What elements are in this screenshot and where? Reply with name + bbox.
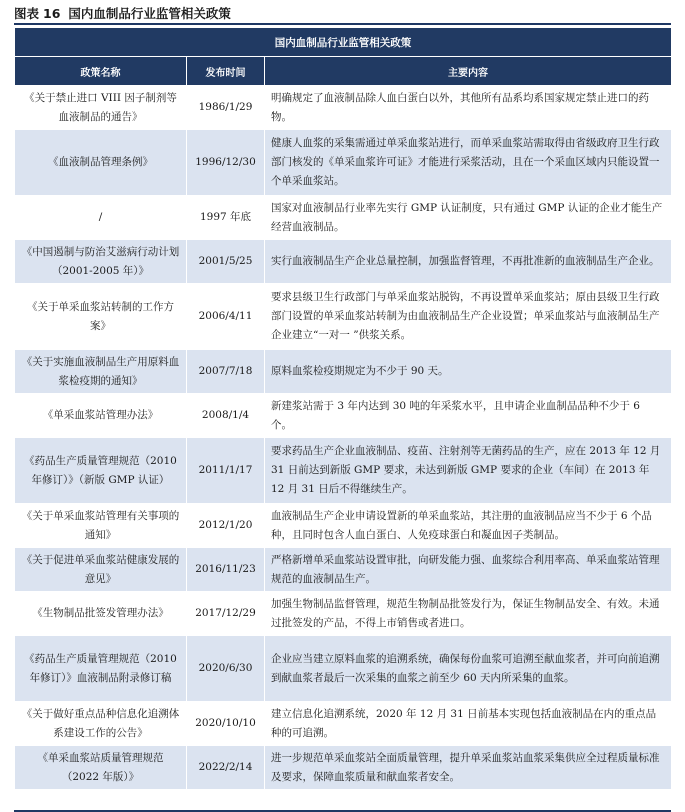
policy-name-cell: 《药品生产质量管理规范（2010 年修订）》血液制品附录修订稿 bbox=[15, 636, 187, 702]
table-row bbox=[15, 196, 672, 240]
release-time-cell: 2017/12/29 bbox=[187, 592, 265, 636]
release-time-cell: 2011/1/17 bbox=[187, 438, 265, 504]
main-content-cell: 严格新增单采血浆站设置审批，向研发能力强、血浆综合利用率高、单采血浆站管理规范的血液制品生产。 bbox=[265, 548, 672, 592]
main-content-cell: 国家对血液制品行业率先实行 GMP 认证制度，只有通过 GMP 认证的企业才能生产经营血液制品。 bbox=[265, 196, 672, 240]
policy-name-cell: 《单采血浆站质量管理规范（2022 年版）》 bbox=[15, 746, 187, 790]
table-row bbox=[15, 438, 672, 504]
table-row bbox=[15, 130, 672, 196]
policy-name-cell: 《关于实施血液制品生产用原料血浆检疫期的通知》 bbox=[15, 350, 187, 394]
release-time-cell: 2020/6/30 bbox=[187, 636, 265, 702]
policy-name-cell: 《关于做好重点品种信息化追溯体系建设工作的公告》 bbox=[15, 702, 187, 746]
release-time-cell: 1996/12/30 bbox=[187, 130, 265, 196]
caption-number: 16 bbox=[43, 6, 61, 21]
policy-name-cell: / bbox=[15, 196, 187, 240]
table-row bbox=[15, 394, 672, 438]
header-policy-name: 政策名称 bbox=[15, 57, 187, 86]
release-time-cell: 2020/10/10 bbox=[187, 702, 265, 746]
header-main-content: 主要内容 bbox=[265, 57, 672, 86]
main-content-cell: 建立信息化追溯系统，2020 年 12 月 31 日前基本实现包括血液制品在内的重点品种的可追溯。 bbox=[265, 702, 672, 746]
header-release-time: 发布时间 bbox=[187, 57, 265, 86]
table-row bbox=[15, 504, 672, 548]
caption-label: 图表 bbox=[14, 6, 40, 21]
policy-name-cell: 《生物制品批签发管理办法》 bbox=[15, 592, 187, 636]
main-content-cell: 加强生物制品监督管理，规范生物制品批签发行为，保证生物制品安全、有效。未通过批签发的产品，不得上市销售或者进口。 bbox=[265, 592, 672, 636]
policy-name-cell: 《血液制品管理条例》 bbox=[15, 130, 187, 196]
policy-name-cell: 《单采血浆站管理办法》 bbox=[15, 394, 187, 438]
main-content-cell: 进一步规范单采血浆站全面质量管理，提升单采血浆站血浆采集供应全过程质量标准及要求，保障血浆质量和献血浆者安全。 bbox=[265, 746, 672, 790]
main-content-cell: 健康人血浆的采集需通过单采血浆站进行，而单采血浆站需取得由省级政府卫生行政部门核发的《单采血浆许可证》才能进行采浆活动，且在一个采血区域内只能设置一个单采血浆站。 bbox=[265, 130, 672, 196]
main-content-cell: 实行血液制品生产企业总量控制，加强监督管理，不再批准新的血液制品生产企业。 bbox=[265, 240, 672, 284]
release-time-cell: 2007/7/18 bbox=[187, 350, 265, 394]
table-row bbox=[15, 746, 672, 790]
main-content-cell: 原料血浆检疫期规定为不少于 90 天。 bbox=[265, 350, 672, 394]
figure-caption bbox=[14, 4, 231, 22]
caption-title: 国内血制品行业监管相关政策 bbox=[68, 6, 231, 21]
release-time-cell: 2006/4/11 bbox=[187, 284, 265, 350]
release-time-cell: 2022/2/14 bbox=[187, 746, 265, 790]
policy-name-cell: 《关于促进单采血浆站健康发展的意见》 bbox=[15, 548, 187, 592]
table-row bbox=[15, 636, 672, 702]
table-row bbox=[15, 240, 672, 284]
policy-table bbox=[14, 27, 672, 790]
main-content-cell: 要求药品生产企业血液制品、疫苗、注射剂等无菌药品的生产，应在 2013 年 12 月 31 日前达到新版 GMP 要求，未达到新版 GMP 要求的企业（车间）在 2013 年 12 月 31 日后不得继续生产。 bbox=[265, 438, 672, 504]
release-time-cell: 2016/11/23 bbox=[187, 548, 265, 592]
policy-name-cell: 《关于单采血浆站转制的工作方案》 bbox=[15, 284, 187, 350]
table-row bbox=[15, 350, 672, 394]
policy-name-cell: 《中国遏制与防治艾滋病行动计划（2001-2005 年）》 bbox=[15, 240, 187, 284]
table-row bbox=[15, 86, 672, 130]
policy-name-cell: 《药品生产质量管理规范（2010 年修订）》（新版 GMP 认证） bbox=[15, 438, 187, 504]
table-row bbox=[15, 284, 672, 350]
main-content-cell: 明确规定了血液制品除人血白蛋白以外，其他所有品系均系国家规定禁止进口的药物。 bbox=[265, 86, 672, 130]
release-time-cell: 2012/1/20 bbox=[187, 504, 265, 548]
release-time-cell: 2008/1/4 bbox=[187, 394, 265, 438]
main-content-cell: 血液制品生产企业申请设置新的单采血浆站，其注册的血液制品应当不少于 6 个品种，且同时包含人血白蛋白、人免疫球蛋白和凝血因子类制品。 bbox=[265, 504, 672, 548]
table-title: 国内血制品行业监管相关政策 bbox=[15, 28, 672, 57]
policy-name-cell: 《关于单采血浆站管理有关事项的通知》 bbox=[15, 504, 187, 548]
caption-rule bbox=[14, 23, 671, 25]
table-row bbox=[15, 592, 672, 636]
table-row bbox=[15, 548, 672, 592]
release-time-cell: 1986/1/29 bbox=[187, 86, 265, 130]
main-content-cell: 新建浆站需于 3 年内达到 30 吨的年采浆水平，且申请企业血制品品种不少于 6 个。 bbox=[265, 394, 672, 438]
table-body bbox=[15, 86, 672, 790]
main-content-cell: 企业应当建立原料血浆的追溯系统，确保每份血浆可追溯至献血浆者，并可向前追溯到献血浆者最后一次采集的血浆之前至少 60 天内所采集的血浆。 bbox=[265, 636, 672, 702]
table-row bbox=[15, 702, 672, 746]
policy-name-cell: 《关于禁止进口 VIII 因子制剂等血液制品的通告》 bbox=[15, 86, 187, 130]
main-content-cell: 要求县级卫生行政部门与单采血浆站脱钩，不再设置单采血浆站；原由县级卫生行政部门设置的单采血浆站转制为由血液制品生产企业设置；单采血浆站与血液制品生产企业建立“一对一 ”供浆关系。 bbox=[265, 284, 672, 350]
release-time-cell: 2001/5/25 bbox=[187, 240, 265, 284]
release-time-cell: 1997 年底 bbox=[187, 196, 265, 240]
